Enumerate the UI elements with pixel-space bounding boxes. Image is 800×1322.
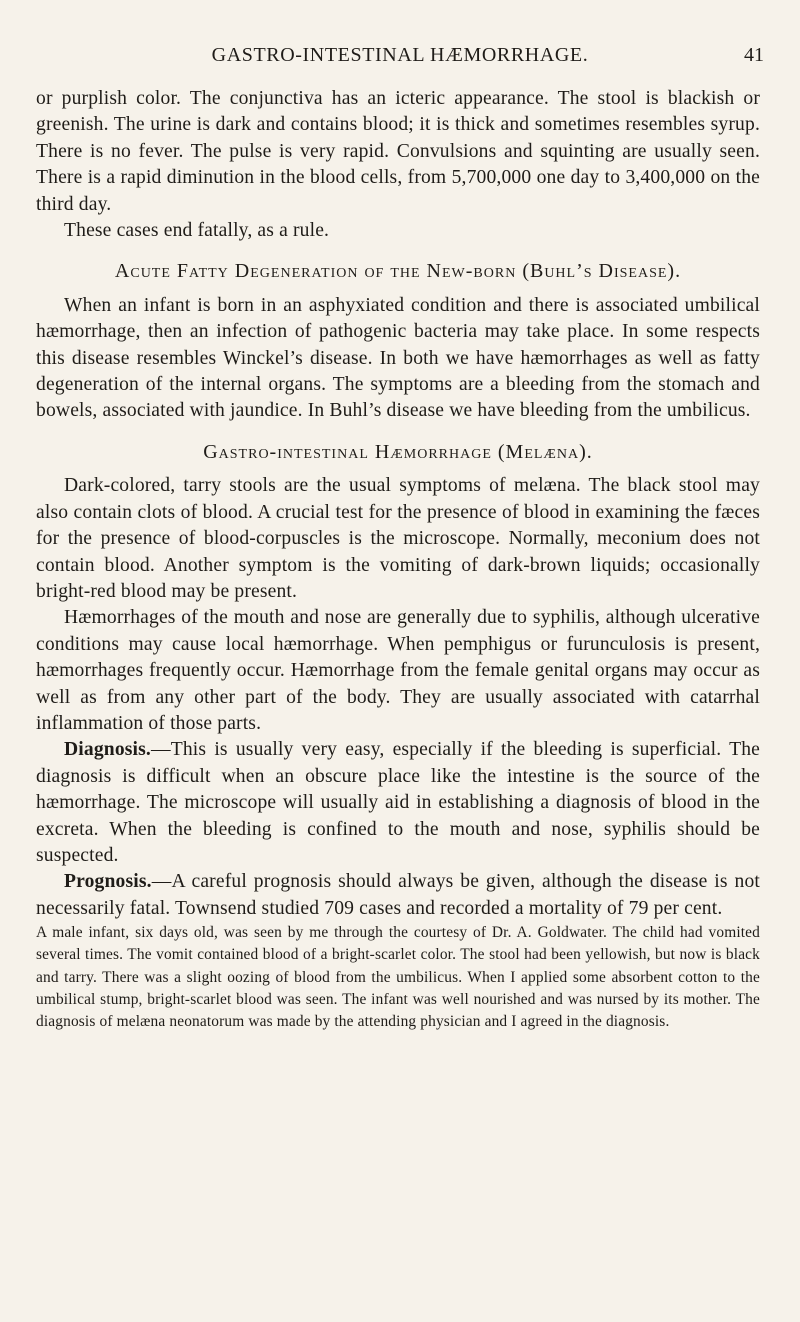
section-heading-buhls-disease: Acute Fatty Degeneration of the New-born (Buhl’s Disease). xyxy=(114,260,682,283)
paragraph-buhls-disease: When an infant is born in an asphyxiated condition and there is associated umbilical hæmorrhage, then an infection of pathogenic bacteria may take place. In some respects this disease resembles Winckel’s disease. In both we have hæmorrhages as well as fatty degeneration of the internal organs. The symptoms are a bleeding from the stomach and bowels, associated with jaundice. In Buhl’s disease we have bleeding from the umbilicus. xyxy=(36,294,760,422)
diagnosis-text: —This is usually very easy, especially if the bleeding is superficial. The diagnosis is difficult when an obscure place like the intestine is the source of the hæmorrhage. The microscope will usually aid in establishing a diagnosis of blood in the excreta. When the bleeding is confined to the mouth and nose, syphilis should be suspected. xyxy=(36,739,760,866)
page-body xyxy=(36,86,760,1034)
prognosis-text: —A careful prognosis should always be given, although the disease is not necessarily fatal. Townsend studied 709 cases and recorded a mortality of 79 per cent. xyxy=(36,871,760,919)
paragraph-haemorrhage-causes: Hæmorrhages of the mouth and nose are generally due to syphilis, although ulcerative conditions may cause local hæmorrhage. When pemphigus or furunculosis is present, hæmorrhages frequently occur. Hæmorrhage from the female genital organs may occur as well as from any other part of the body. They are usually associated with catarrhal inflammation of those parts. xyxy=(36,607,760,734)
paragraph-diagnosis xyxy=(36,737,760,869)
paragraph-continued: or purplish color. The conjunctiva has an icteric appearance. The stool is blackish or greenish. The urine is dark and contains blood; it is thick and sometimes resembles syrup. There is no fever. The pulse is very rapid. Convulsions and squinting are usually seen. There is a rapid diminution in the blood cells, from 5,700,000 one day to 3,400,000 on the third day. xyxy=(36,88,760,215)
case-report: A male infant, six days old, was seen by me through the courtesy of Dr. A. Goldwater. The child had vomited several times. The vomit contained blood of a bright-scarlet color. The stool had been yellowish, but now is black and tarry. There was a slight oozing of blood from the umbilicus. When I applied some absorbent cotton to the umbilical stump, bright-scarlet blood was seen. The infant was well nourished and was nursed by its mother. The diagnosis of melæna neonatorum was made by the attending physician and I agreed in the diagnosis. xyxy=(36,924,760,1031)
prognosis-label: Prognosis. xyxy=(64,871,152,893)
running-head: GASTRO-INTESTINAL HÆMORRHAGE. xyxy=(211,44,589,66)
paragraph-fatal-outcome: These cases end fatally, as a rule. xyxy=(64,220,330,242)
paragraph-melaena-symptoms: Dark-colored, tarry stools are the usual symptoms of melæna. The black stool may also contain clots of blood. A crucial test for the presence of blood in examining the fæces for the presence of blood-corpuscles is the microscope. Normally, meconium does not contain blood. Another symptom is the vomiting of dark-brown liquids; occasionally bright-red blood may be present. xyxy=(36,475,760,602)
diagnosis-label: Diagnosis. xyxy=(64,739,151,761)
paragraph-prognosis xyxy=(36,869,760,922)
page-number: 41 xyxy=(744,44,764,66)
section-heading-melaena: Gastro-intestinal Hæmorrhage (Melæna). xyxy=(203,440,593,463)
